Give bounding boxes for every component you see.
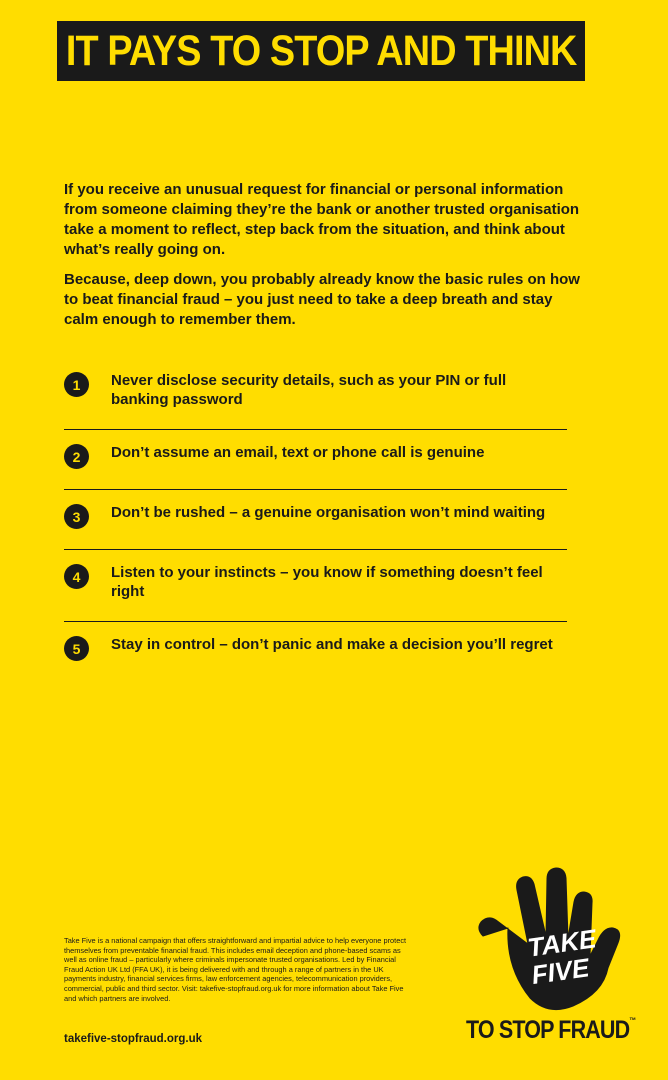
website-link[interactable]: takefive-stopfraud.org.uk: [64, 1033, 203, 1045]
step-number-badge: 5: [64, 636, 89, 661]
logo-word-take: TAKE: [525, 923, 599, 963]
rule-text: Don’t be rushed – a genuine organisation won’t mind waiting: [111, 504, 546, 521]
trademark-symbol: ™: [629, 1016, 637, 1025]
step-number-badge: 2: [64, 444, 89, 469]
logo-word-five: FIVE: [529, 952, 592, 991]
rule-text: Stay in control – don’t panic and make a decision you’ll regret: [111, 636, 553, 653]
campaign-description: Take Five is a national campaign that offers straightforward and impartial advice to help everyone protect themselves from preventable financial fraud. This includes email deception and phone-based scams as well as online fraud – particularly where criminals impersonate trusted organisations. Led by Financial Fraud Action UK Ltd (FFA UK), it is being delivered with and through a range of partners in the UK payments industry, financial services firms, law enforcement agencies, telecommunication providers, commercial, public and third sector. Visit: takefive-stopfraud.org.uk for more information about Take Five and which partners are involved.: [64, 936, 407, 1003]
intro-paragraph-2: Because, deep down, you probably already know the basic rules on how to beat financial fraud – you just need to take a deep breath and stay calm enough to remember them.: [64, 271, 580, 328]
page-title: IT PAYS TO STOP AND THINK: [65, 26, 577, 75]
rule-item: [64, 560, 567, 622]
rule-text: Don’t assume an email, text or phone call is genuine: [111, 444, 485, 461]
rule-text: Never disclose security details, such as your PIN or full banking password: [111, 372, 507, 408]
hand-icon: [468, 858, 628, 1018]
step-number-badge: 1: [64, 372, 89, 397]
step-number-badge: 3: [64, 504, 89, 529]
intro-section: [64, 180, 584, 340]
rule-item: [64, 368, 567, 430]
rules-list: [64, 368, 567, 691]
logo-tagline: [466, 1016, 637, 1045]
intro-paragraph-1: If you receive an unusual request for financial or personal information from someone claiming they’re the bank or another trusted organisation take a moment to reflect, step back from the situation, and think about what’s really going on.: [64, 181, 580, 258]
rule-item: [64, 500, 567, 550]
rule-item: [64, 440, 567, 490]
rule-text: Listen to your instincts – you know if something doesn’t feel right: [111, 564, 543, 600]
step-number-badge: 4: [64, 564, 89, 589]
rule-item: [64, 632, 567, 681]
title-banner: [57, 21, 585, 81]
tagline-text: TO STOP FRAUD: [466, 1016, 630, 1044]
